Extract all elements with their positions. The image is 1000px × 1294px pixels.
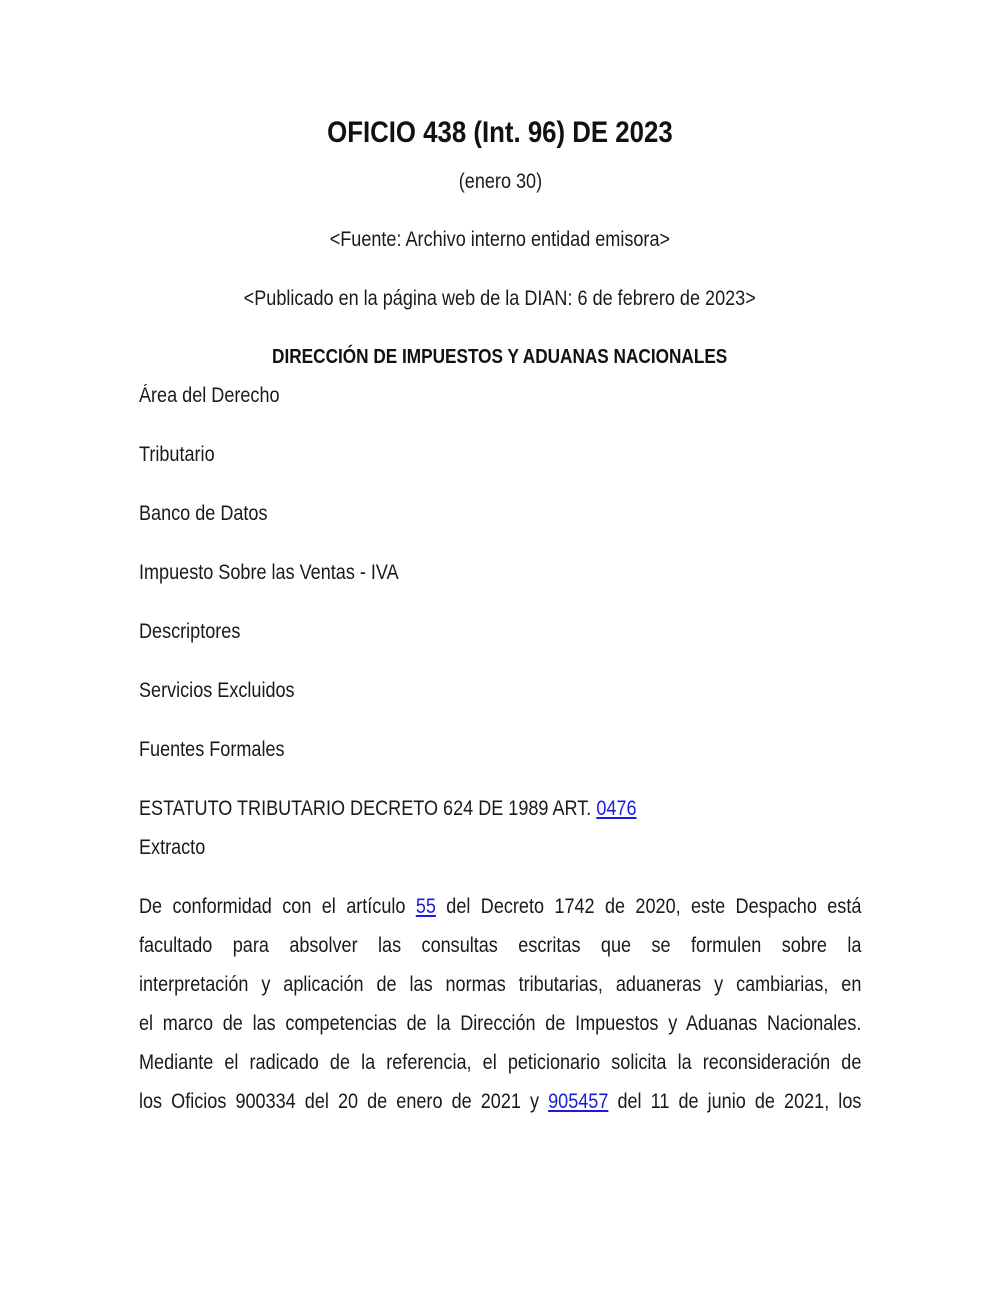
extract-label-text: Extracto — [139, 836, 206, 859]
paragraph-text: De conformidad con el artículo — [139, 895, 406, 918]
sources-value-prefix: ESTATUTO TRIBUTARIO DECRETO 624 DE 1989 ART. — [139, 797, 592, 820]
extract-label — [139, 836, 216, 860]
area-label-text: Área del Derecho — [139, 384, 280, 407]
article-0476-link[interactable]: 0476 — [596, 797, 637, 820]
article-55-link[interactable]: 55 — [415, 895, 436, 918]
sources-label — [139, 738, 308, 762]
paragraph-line — [139, 1090, 861, 1116]
document-published-note — [0, 287, 1000, 311]
paragraph-text: Mediante el radicado de la referencia, el peticionario solicita la reconsideración de — [139, 1051, 862, 1074]
area-value-text: Tributario — [139, 443, 215, 466]
descriptors-value-text: Servicios Excluidos — [139, 679, 295, 702]
document-title — [0, 116, 1000, 150]
paragraph-line — [139, 1051, 861, 1077]
paragraph-line — [139, 895, 861, 921]
sources-label-text: Fuentes Formales — [139, 738, 285, 761]
paragraph-text: los Oficios 900334 del 20 de enero de 2021 y — [139, 1090, 540, 1113]
area-value — [139, 443, 227, 467]
issuing-entity-text: DIRECCIÓN DE IMPUESTOS Y ADUANAS NACIONALES — [272, 346, 728, 368]
sources-value-line — [139, 797, 637, 821]
oficio-905457-link[interactable]: 905457 — [548, 1090, 609, 1113]
descriptors-label — [139, 620, 257, 644]
bank-label — [139, 502, 288, 526]
document-source-text: <Fuente: Archivo interno entidad emisora> — [329, 228, 671, 251]
paragraph-line — [139, 934, 861, 960]
descriptors-value — [139, 679, 320, 703]
paragraph-text: del 11 de junio de 2021, los — [617, 1090, 862, 1113]
paragraph-line — [139, 973, 861, 999]
descriptors-label-text: Descriptores — [139, 620, 241, 643]
paragraph-text: el marco de las competencias de la Dirección de Impuestos y Aduanas Nacionales. — [139, 1012, 862, 1035]
paragraph-text: interpretación y aplicación de las normas tributarias, aduaneras y cambiarias, en — [139, 973, 862, 996]
document-title-text: OFICIO 438 (Int. 96) DE 2023 — [327, 116, 673, 149]
document-date — [0, 170, 1000, 194]
area-label — [139, 384, 302, 408]
document-source — [0, 228, 1000, 252]
document-published-text: <Publicado en la página web de la DIAN: 6 de febrero de 2023> — [243, 287, 757, 310]
paragraph-text: del Decreto 1742 de 2020, este Despacho está — [446, 895, 862, 918]
bank-label-text: Banco de Datos — [139, 502, 268, 525]
bank-value-text: Impuesto Sobre las Ventas - IVA — [139, 561, 399, 584]
issuing-entity — [0, 346, 1000, 369]
sources-value — [139, 797, 718, 821]
document-date-text: (enero 30) — [458, 170, 542, 193]
bank-value — [139, 561, 441, 585]
paragraph-text: facultado para absolver las consultas escritas que se formulen sobre la — [139, 934, 862, 957]
paragraph-line — [139, 1012, 861, 1038]
